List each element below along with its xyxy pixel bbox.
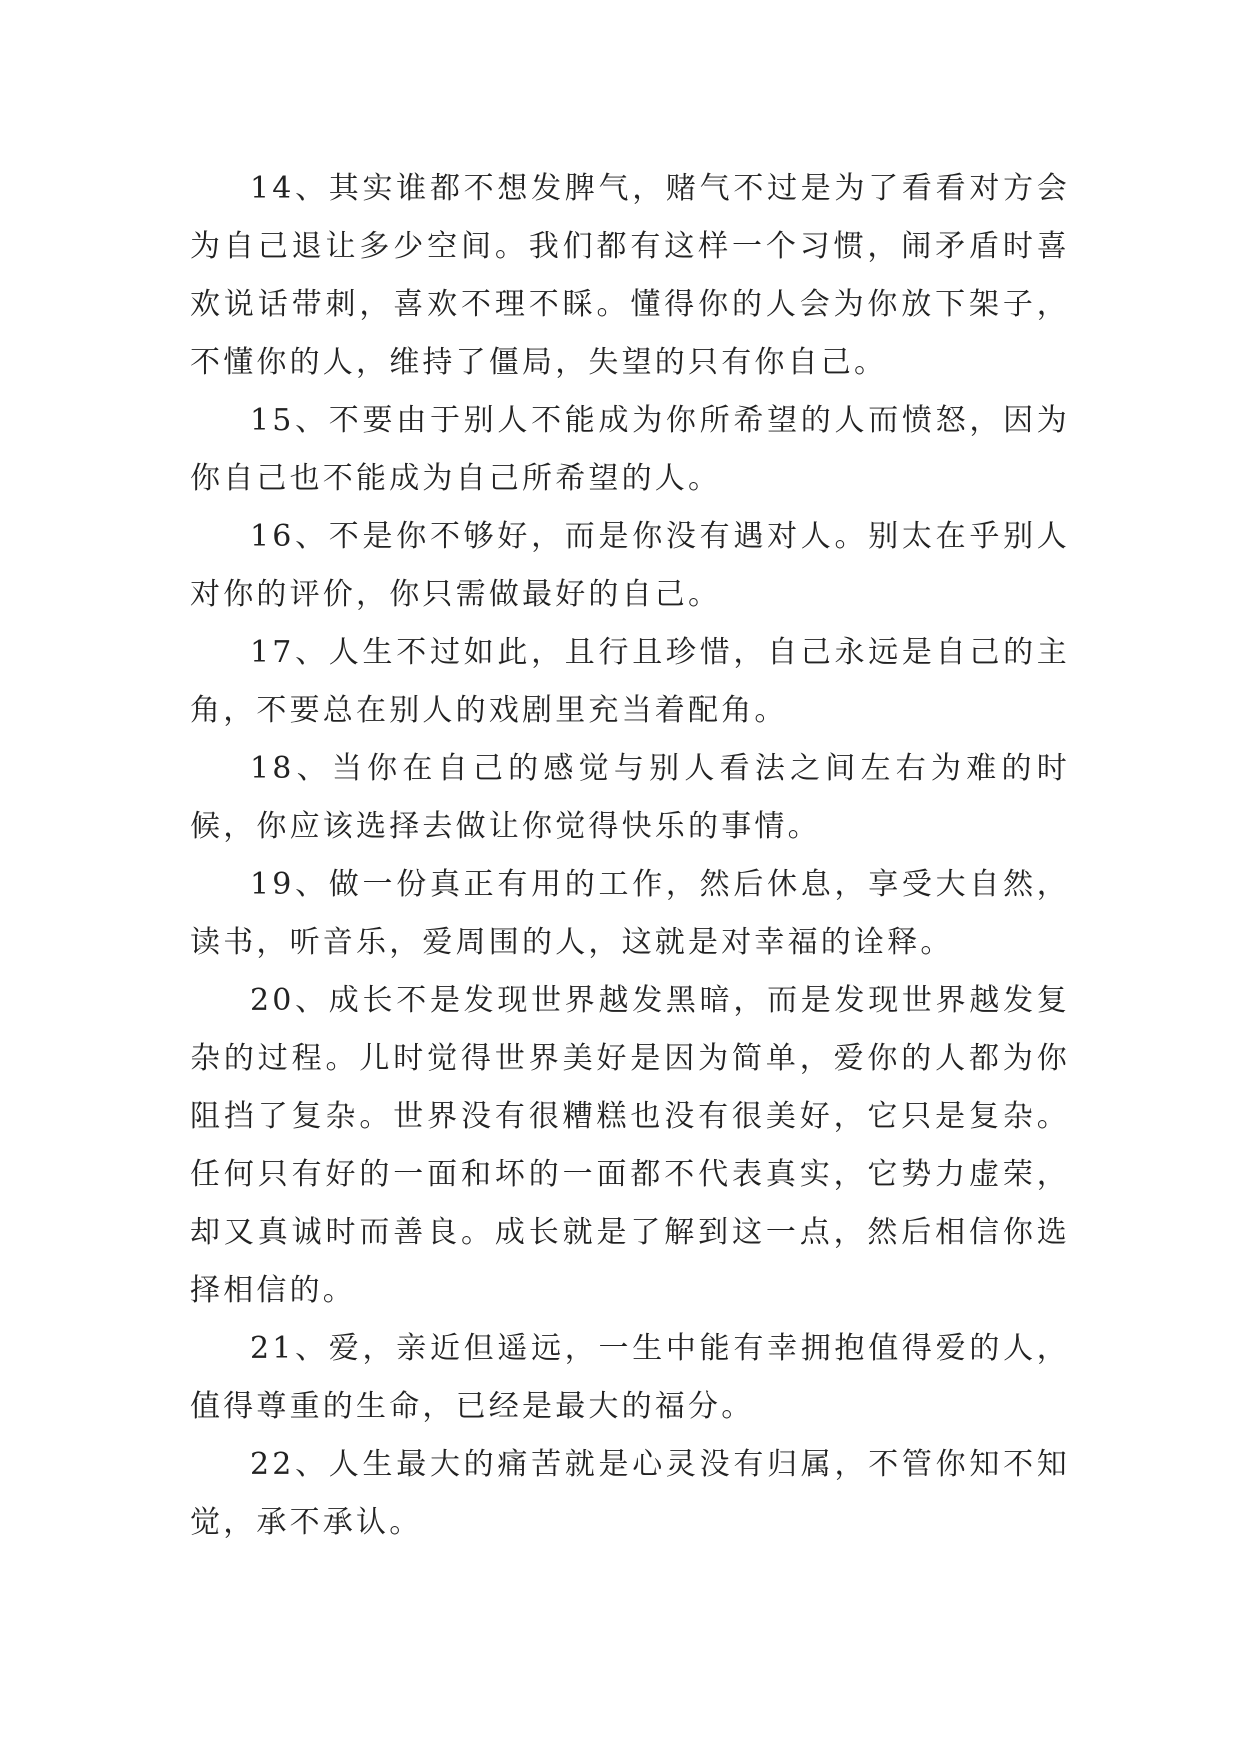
paragraph-22: 22、人生最大的痛苦就是心灵没有归属，不管你知不知觉，承不承认。	[190, 1447, 1070, 1540]
paragraph-16: 16、不是你不够好，而是你没有遇对人。别太在乎别人对你的评价，你只需做最好的自己。	[190, 519, 1070, 612]
paragraph-18: 18、当你在自己的感觉与别人看法之间左右为难的时候，你应该选择去做让你觉得快乐的事情。	[190, 751, 1070, 844]
document-body	[190, 160, 1070, 1552]
paragraph-20: 20、成长不是发现世界越发黑暗，而是发现世界越发复杂的过程。儿时觉得世界美好是因为简单，爱你的人都为你阻挡了复杂。世界没有很糟糕也没有很美好，它只是复杂。任何只有好的一面和坏的一面都不代表真实，它势力虚荣，却又真诚时而善良。成长就是了解到这一点，然后相信你选择相信的。	[190, 983, 1070, 1308]
paragraph-19: 19、做一份真正有用的工作，然后休息，享受大自然，读书，听音乐，爱周围的人，这就是对幸福的诠释。	[190, 867, 1070, 960]
paragraph-17: 17、人生不过如此，且行且珍惜，自己永远是自己的主角，不要总在别人的戏剧里充当着配角。	[190, 635, 1070, 728]
paragraph-21: 21、爱，亲近但遥远，一生中能有幸拥抱值得爱的人，值得尊重的生命，已经是最大的福分。	[190, 1331, 1070, 1424]
paragraph-14: 14、其实谁都不想发脾气，赌气不过是为了看看对方会为自己退让多少空间。我们都有这样一个习惯，闹矛盾时喜欢说话带刺，喜欢不理不睬。懂得你的人会为你放下架子，不懂你的人，维持了僵局，失望的只有你自己。	[190, 171, 1070, 380]
paragraph-15: 15、不要由于别人不能成为你所希望的人而愤怒，因为你自己也不能成为自己所希望的人。	[190, 403, 1070, 496]
